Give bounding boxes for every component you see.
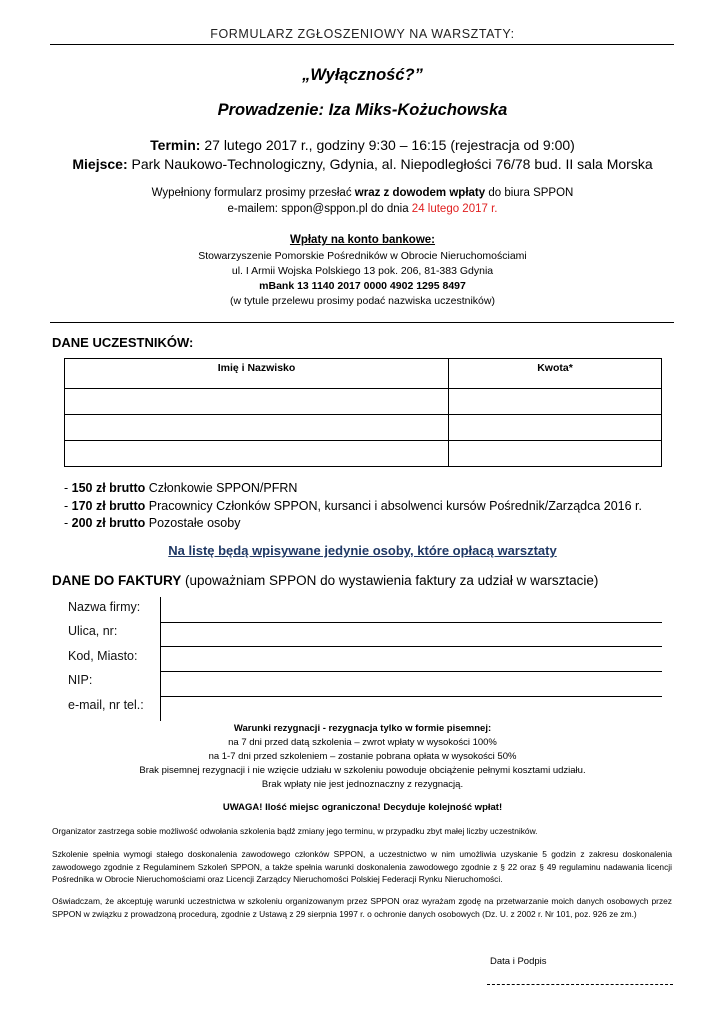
- amount-cell[interactable]: [449, 441, 662, 467]
- company-name-field[interactable]: [160, 622, 662, 623]
- invoice-vertical-rule: [160, 597, 161, 721]
- paid-only-notice: Na listę będą wpisywane jedynie osoby, które opłacą warsztaty: [168, 543, 557, 558]
- table-header-row: [65, 359, 662, 389]
- term-value: 27 lutego 2017 r., godziny 9:30 – 16:15 (rejestracja od 9:00): [200, 137, 575, 153]
- bank-account: mBank 13 1140 2017 0000 4902 1295 8497: [259, 280, 466, 292]
- participants-table: [64, 358, 662, 467]
- participants-heading: DANE UCZESTNIKÓW:: [52, 335, 194, 350]
- condition-line: na 7 dni przed datą szkolenia – zwrot wpłaty w wysokości 100%: [228, 737, 497, 748]
- training-paragraph: Szkolenie spełnia wymogi stałego doskonalenia zawodowego członków SPPON, a uczestnictwo w nim umożliwia uzyskanie 5 godzin z zakresu doskonalenia zawodowego zgodnie z Regulaminem Szkoleń SPPON, a także spełnia warunki doskonalenia zawodowego zgodnie z § 22 oraz § 49 regulaminu nadawania licencji Pośrednika w Obrocie Nieruchomościami oraz Licencji Zarządcy Nieruchomości Polskiej Federacji Rynku Nieruchomości.: [52, 849, 672, 885]
- signature-label: Data i Podpis: [490, 956, 547, 967]
- cancellation-paragraph: Organizator zastrzega sobie możliwość odwołania szkolenia bądź zmiany jego terminu, w przypadku zbyt małej liczby uczestników.: [52, 826, 538, 836]
- invoice-field-label: Nazwa firmy:: [68, 600, 141, 614]
- term-label: Termin:: [150, 137, 201, 153]
- price-item: - 150 zł brutto Członkowie SPPON/PFRN: [64, 481, 298, 495]
- invoice-field-label: Kod, Miasto:: [68, 649, 138, 663]
- amount-cell[interactable]: [449, 389, 662, 415]
- place-line: [0, 156, 725, 172]
- price-item: - 170 zł brutto Pracownicy Członków SPPON, kursanci i absolwenci kursów Pośrednik/Zarządca 2016 r.: [64, 498, 643, 513]
- price-list: [64, 480, 642, 533]
- col-name-header: Imię i Nazwisko: [65, 359, 449, 389]
- workshop-title: „Wyłączność?”: [302, 66, 423, 84]
- conditions-heading: Warunki rezygnacji - rezygnacja tylko w formie pisemnej:: [233, 723, 492, 734]
- invoice-field-label: Ulica, nr:: [68, 624, 118, 638]
- invoice-field-label: NIP:: [68, 673, 93, 687]
- form-title: FORMULARZ ZGŁOSZENIOWY NA WARSZTATY:: [210, 27, 515, 41]
- header-divider: [50, 44, 674, 45]
- bank-heading: Wpłaty na konto bankowe:: [289, 234, 436, 246]
- name-cell[interactable]: [65, 415, 449, 441]
- nip-field[interactable]: [160, 696, 662, 697]
- place-value: Park Naukowo-Technologiczny, Gdynia, al. Niepodległości 76/78 bud. II sala Morska: [127, 156, 653, 172]
- submission-line-2: e-mailem: sppon@sppon.pl do dnia 24 lutego 2017 r.: [227, 203, 498, 215]
- place-label: Miejsce:: [72, 156, 128, 172]
- signature-line[interactable]: [487, 984, 673, 985]
- invoice-field-label: e-mail, nr tel.:: [68, 698, 144, 712]
- condition-line: na 1-7 dni przed szkoleniem – zostanie pobrana opłata w wysokości 50%: [208, 751, 517, 762]
- term-line: [0, 137, 725, 153]
- table-row: [65, 415, 662, 441]
- consent-paragraph: Oświadczam, że akceptuję warunki uczestnictwa w szkoleniu organizowanym przez SPPON oraz wyrażam zgodę na przetwarzanie moich danych osobowych przez SPPON w związku z prowadzoną procedurą, zgodnie z Ustawą z 29 sierpnia 1997 r. o ochronie danych osobowych (Dz. U. z 2002 r. Nr 101, poz. 926 ze zm.): [52, 896, 672, 919]
- col-amount-header: Kwota*: [449, 359, 662, 389]
- table-row: [65, 389, 662, 415]
- seats-warning: UWAGA! Ilość miejsc ograniczona! Decyduje kolejność wpłat!: [222, 802, 503, 813]
- invoice-heading: DANE DO FAKTURY (upoważniam SPPON do wystawienia faktury za udział w warsztacie): [52, 573, 599, 588]
- table-row: [65, 441, 662, 467]
- city-field[interactable]: [160, 671, 662, 672]
- name-cell[interactable]: [65, 441, 449, 467]
- name-cell[interactable]: [65, 389, 449, 415]
- street-field[interactable]: [160, 646, 662, 647]
- price-item: - 200 zł brutto Pozostałe osoby: [64, 516, 241, 530]
- proof-of-payment: wraz z dowodem wpłaty: [354, 187, 486, 199]
- bank-note: (w tytule przelewu prosimy podać nazwiska uczestników): [230, 295, 495, 307]
- condition-line: Brak pisemnej rezygnacji i nie wzięcie udziału w szkoleniu powoduje obciążenie pełnymi kosztami udziału.: [139, 765, 586, 776]
- bank-org: Stowarzyszenie Pomorskie Pośredników w Obrocie Nieruchomościami: [198, 250, 527, 262]
- submission-line-1: Wypełniony formularz prosimy przesłać wraz z dowodem wpłaty do biura SPPON: [151, 187, 574, 199]
- section-divider: [50, 322, 674, 323]
- workshop-host: Prowadzenie: Iza Miks-Kożuchowska: [217, 101, 508, 119]
- amount-cell[interactable]: [449, 415, 662, 441]
- condition-line: Brak wpłaty nie jest jednoznaczny z rezygnacją.: [261, 779, 464, 790]
- deadline-date: 24 lutego 2017 r.: [411, 203, 498, 215]
- bank-address: ul. I Armii Wojska Polskiego 13 pok. 206, 81-383 Gdynia: [231, 265, 494, 277]
